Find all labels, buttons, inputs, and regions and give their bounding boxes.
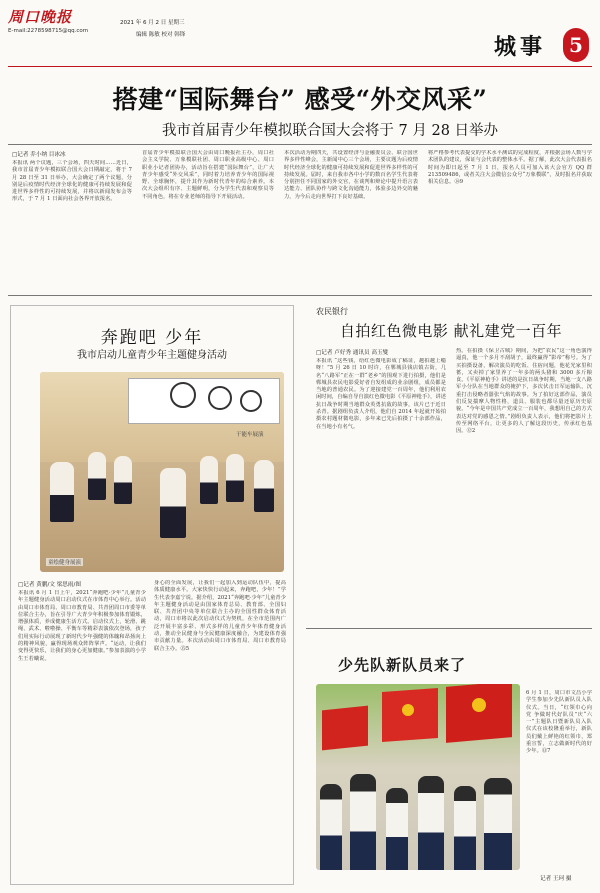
red-flag-icon (322, 706, 368, 751)
masthead-date: 2021 年 6 月 2 日 星期三 (120, 20, 185, 26)
pioneers-photo (316, 684, 520, 870)
masthead-email: E-mail:2278598715@qq.com (8, 28, 89, 34)
run-column-2: 身心的全面发展，让我们一起加入到运动队伍中，提高体质健康水平。大家快快行动起来，奔跑吧，少年！”学生代表李嘉宁说。据介绍，2021“奔跑吧·少年”儿童青少年主题健身活动是由国家体育总局、教育部、全国妇联、共青团中央等单位联合主办的全国性群众体育活动，周口市将以此次启动仪式为契机，在全市范围内广泛开展丰富多彩、形式多样的儿童青少年体育健身活动，推动全民健身与全民健康深度融合，为建设体育强市贡献力量。本次活动由周口市体育局、周口市教育局联合主办。⑮5 (154, 580, 286, 652)
section-title: 城事 (494, 34, 547, 60)
masthead (8, 6, 596, 66)
bike-rider-icon (208, 386, 232, 410)
lead-headline: 搭建“国际舞台” 感受“外交风采” (112, 85, 488, 114)
run-subtitle: 我市启动儿童青少年主题健身活动 (77, 350, 227, 361)
run-title: 奔跑吧 少年 (100, 328, 204, 348)
lead-column-4: 将严格参考代表提交的学术水平测试的完成程度，并根据会场人数与学术团队的建议，保证与会代表的整体水平。据了解，此次大会代表报名时间为即日起至 7 月 1 日，报名人员可加入该大会官方 QQ 群 213509486，或者关注大会微信公众号“万象模联”，及时报名并获取相关信息。⑭9 (428, 150, 592, 186)
page-number-badge (563, 28, 589, 62)
stage-text: 童绘健身展演 (48, 560, 82, 566)
flag-emblem-icon (402, 704, 414, 716)
pioneers-byline: 记者 王珂 摄 (540, 876, 572, 882)
masthead-editors: 编辑 陈敏 校对 韩锋 (136, 32, 186, 38)
run-photo (40, 372, 284, 572)
page-number: 5 (569, 33, 583, 57)
bank-column-2: 热。在拍摄《保卫古城》期间，为把“农民”这一角色演得逼真，他一个多月不刮胡子，最终赢得“影帝”称号。为了买拍摄设备，解决演员的吃饭、住宿问题，他花光家里积蓄，又卖掉了家里养了一年多的两头猪和 3000 多斤粮食。《平原神枪手》讲述的是抗日战争时期，当地一支八路军小分队在当地群众的掩护下，多次伏击日军运输队，沉重打击侵略者嚣张气焰的故事。为了拍好这部作品，演员们反复揣摩人物性格，道具、服装也都尽量还原历史原貌。“今年是中国共产党成立一百周年，我想用自己的方式表达对党的感恩之情。”剧组负责人表示，他们将把影片上传至网络平台，让更多的人了解这段历史，传承红色基因。⑫2 (456, 348, 592, 435)
lead-column-2: 首届青少年模拟联合国大会由周口晚报社主办，周口社会主义学院、万象模联社团、周口职业高级中心、周口职业小记者团协办，活动旨在搭建“国际舞台”，让广大青少年感受“外交风采”，同时着力培养青少年的国际视野、全球胸怀，提升其作为新时代青年的综合素养。本次大会组织有序、主题鲜明，分为学生代表和观察员等不同角色，将在专业老师的指导下开展活动。 (142, 150, 274, 200)
sign-text: 干能车展演 (236, 432, 264, 438)
lead-rule (8, 144, 592, 145)
lead-byline: □记者 乔小纳 目冰冰 (12, 152, 66, 158)
pioneers-caption: 6 月 1 日，周口市文昌小学学生参加少先队新队员入队仪式。当日，“红领巾心向党 争做时代好队员”庆“六一”主题队日暨新队员入队仪式在该校隆重举行，新队员们戴上鲜艳的红领巾，郑重宣誓，立志做新时代的好少年。⑬7 (526, 690, 592, 755)
lead-bottom-rule (8, 295, 592, 296)
masthead-rule (8, 66, 592, 67)
lead-column-3: 本次活动为期四天，共设置经济与金融委员会、联合国世界多样性峰会，主新闻中心三个会场，主要议题为后疫情时代经济全球化的健康可持续发展和促进世界多样性的可持续发展。届时，来自我市各中小学的数百名学生代表将分别担任不同国家的外交官，在谈判和辩论中提升语言表达能力、团队协作与跨文化沟通能力，体验多边外交的魅力，为今后走向世界打下良好基础。 (284, 150, 418, 200)
bike-rider-icon (170, 382, 196, 408)
pioneers-title: 少先队新队员来了 (338, 656, 467, 674)
student-group (316, 764, 520, 870)
bank-column-1: 本报讯 “这些钱，给红色微电影成了稿证，越拍越上瘾呀！”5 月 26 日 10 时许，在郸城县钱店镇古街，几名“八路军”正在一群“老乡”的围观下进行拍摄，他们是郸城县农民电影爱好者自发组成的业余剧组，成员都是当地的普通农民。为了迎接建党一百周年，他们利用农闲时间，自编自导自演红色微电影《平原神枪手》，讲述抗日战争时期当地群众英勇抗敌的故事，该片已于近日杀青。据剧组负责人介绍，他们自 2014 年起就开始拍摄农村题材微电影，多年来已先后拍摄了十余部作品，在当地小有名气。 (316, 358, 446, 430)
lead-column-1: 本报讯 两个议题，三个会场，四天时间……近日，我市首届青少年模拟联合国大会日期敲定，将于 7 月 28 日至 31 日举办，大会确定了两个议题，分别是后疫情时代经济全球化的健康可持续发展和促进世界多样性的可持续发展，并将以新闻发布会等形式，于 7 月 1 日面向社会各界开放报名。 (12, 160, 132, 203)
bank-bottom-rule (306, 628, 592, 629)
bank-byline: □记者 卢好秀 通讯员 高玉燮 (316, 350, 389, 356)
red-flag-icon (446, 684, 512, 743)
lead-subhead: 我市首届青少年模拟联合国大会将于 7 月 28 日举办 (161, 123, 499, 139)
masthead-logo: 周口晚报 (8, 8, 73, 26)
run-column-1: 本报讯 6 月 1 日上午，2021“奔跑吧·少年”儿童青少年主题健身活动周口启动仪式在市体育中心举行。活动由周口市体育局、周口市教育局、共青团周口市委等单位联合主办，旨在引导广大青少年积极参加体育锻炼，增强体质，养成健康生活方式。启动仪式上，轮滑、跳绳、武术、啦啦操、平衡车等精彩表演依次登场，孩子们用实际行动展现了新时代少年强健的体魄和昂扬向上的精神风貌，赢得现场观众阵阵掌声。“运动，让我们变得更快乐，让我们的身心更加健康。”参加表演的小学生王若曦说。 (18, 590, 146, 662)
bank-kicker: 农民银行 (316, 307, 348, 316)
children-row (40, 442, 284, 572)
bank-headline: 自拍红色微电影 献礼建党一百年 (339, 322, 563, 340)
flag-emblem-icon (472, 698, 486, 712)
bike-rider-icon (240, 390, 262, 412)
run-byline: □记者 黄鹏/文 梁思雨/图 (18, 582, 81, 588)
